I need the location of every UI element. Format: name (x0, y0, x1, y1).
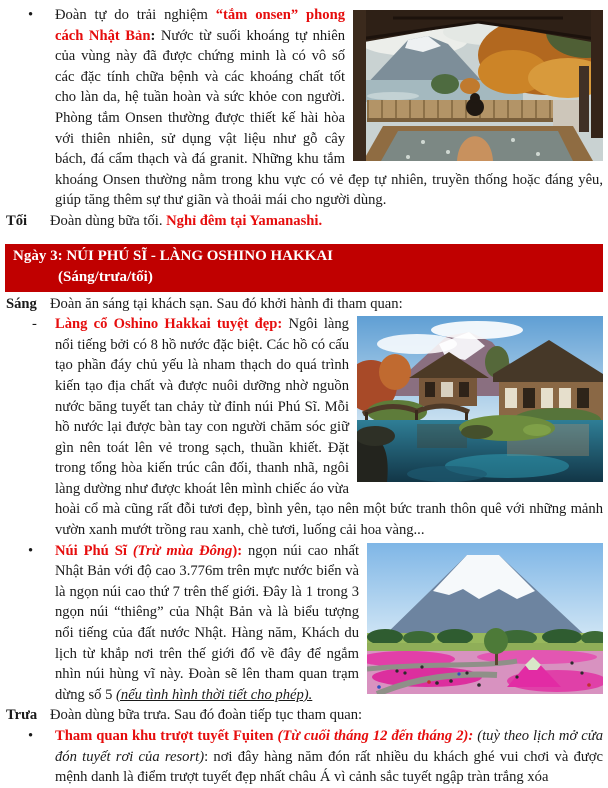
fujiten-body-text: nơi đây hàng năm đón rất nhiều du khách ghé vui chơi và được mệnh danh là điểm trượt tuyết đẹp nhất châu Á vì cảnh sắc tuyết ngập tràn trắng xóa (55, 748, 603, 786)
evening-label: Tối (6, 212, 28, 229)
fuji-weather-note: (nếu tình hình thời tiết cho phép). (116, 686, 313, 703)
noon-text: Đoàn dùng bữa trưa. Sau đó đoàn tiếp tục tham quan: (50, 707, 363, 724)
noon-row (5, 705, 603, 726)
fuji-highlight-italic-text: (Trừ mùa Đông (132, 542, 233, 559)
onsen-photo-illustration (353, 10, 603, 161)
fujiten-season-text: (Từ cuối tháng 12 đến tháng 2): (273, 728, 474, 744)
onsen-highlight-text: “tắm onsen” phong cách Nhật Bản (55, 7, 345, 44)
onsen-colon: : (150, 27, 156, 44)
day3-banner-title: Ngày 3: NÚI PHÚ SĨ - LÀNG OSHINO HAKKAI (13, 247, 334, 264)
fuji-paragraph (5, 541, 603, 706)
bullet-icon: • (28, 7, 34, 23)
bullet-icon: • (28, 542, 34, 559)
morning-row (5, 294, 603, 315)
evening-row (5, 211, 603, 232)
oshino-highlight-text: Làng cổ Oshino Hakkai tuyệt đẹp (55, 316, 278, 333)
morning-text: Đoàn ăn sáng tại khách sạn. Sau đó khởi hành đi tham quan: (50, 295, 403, 312)
fujiten-highlight-text: Tham quan khu trượt tuyết Fụiten (55, 728, 274, 744)
oshino-colon: : (277, 316, 283, 333)
day3-banner (5, 244, 603, 292)
fuji-pink-photo-illustration (367, 543, 603, 694)
evening-highlight: Nghỉ đêm tại Yamanashi. (166, 212, 323, 229)
onsen-intro-text: Đoàn tự do trải nghiệm (55, 7, 216, 23)
fujiten-colon: : (204, 748, 209, 765)
morning-label: Sáng (6, 295, 37, 312)
fuji-body-text: ngọn núi cao nhất Nhật Bản với độ cao 3.776m trên mực nước biển và là ngọn núi cao thứ 7 trên thế giới. Đây là 1 trong 3 ngọn núi “thiêng” của Nhật Bản và là biểu tượng nổi tiếng của đất nước Nhật. Hàng năm, Khách du lịch từ khắp nơi trên thế giới đổ về đây để ngắm nhìn núi hùng vĩ này. Đoàn sẽ lên tham quan trạm dừng số 5 (55, 542, 359, 703)
oshino-body-text: Ngôi làng nổi tiếng bởi có 8 hồ nước đặc biệt. Các hồ có cấu tạo phần đáy chủ yếu là nham thạch do quá trình kiến tạo địa chất và được nuôi dưỡng nhờ nguồn nước băng tuyết tan chảy từ đỉnh núi Phú Sĩ. Mỗi hồ nước lại được bàn tay con người chăm sóc giữ gìn nên toát lên vẻ trong sạch, thuần khiết. Đặt trong tổng hòa kiến trúc cân đối, thanh nhã, ngôi làng dường như được khoát lên mình chiếc áo vừa hoài cổ mà cũng rất đỗi tươi đẹp, bình yên, tạo nên một bức tranh thôn quê với những mảnh vườn xanh mướt trồng rau xanh, chè tươi, luống cải hoa vàng... (55, 316, 603, 539)
fuji-close-colon: ): (232, 542, 243, 559)
oshino-photo-illustration (357, 316, 603, 482)
oshino-paragraph (5, 314, 603, 541)
fujiten-note-text: (tuỳ theo lịch mở cửa đón tuyết rơi của resort) (55, 728, 603, 765)
oshino-photo (357, 316, 603, 482)
fuji-highlight-text: Núi Phú Sĩ (55, 542, 133, 559)
fuji-pink-photo (367, 543, 603, 694)
evening-text: Đoàn dùng bữa tối. (50, 212, 167, 229)
onsen-body-text: Nước từ suối khoáng tự nhiên của vùng này đã được chứng minh là có vô số các đặc tính chữa bệnh và các khoáng chất tốt cho làn da, hệ tuần hoàn và sức khỏe con người. Phòng tắm Onsen thường được thiết kế hài hòa với thiên nhiên, sử dụng vật liệu như gỗ cây bách, đá cẩm thạch và đá granit. Những khu tắm khoáng Onsen thường nằm trong khu vực có vẻ đẹp tự nhiên, truyền thống hoặc đáng yêu, giúp tăng thêm sự thư giãn và thoải mái cho người dùng. (55, 27, 603, 209)
dash-icon: - (32, 316, 37, 333)
noon-label: Trưa (6, 707, 38, 724)
onsen-photo (353, 10, 603, 161)
fujiten-paragraph (5, 726, 603, 788)
onsen-paragraph (5, 5, 603, 211)
day3-banner-subtitle: (Sáng/trưa/tối) (58, 268, 153, 285)
bullet-icon: • (28, 728, 34, 744)
